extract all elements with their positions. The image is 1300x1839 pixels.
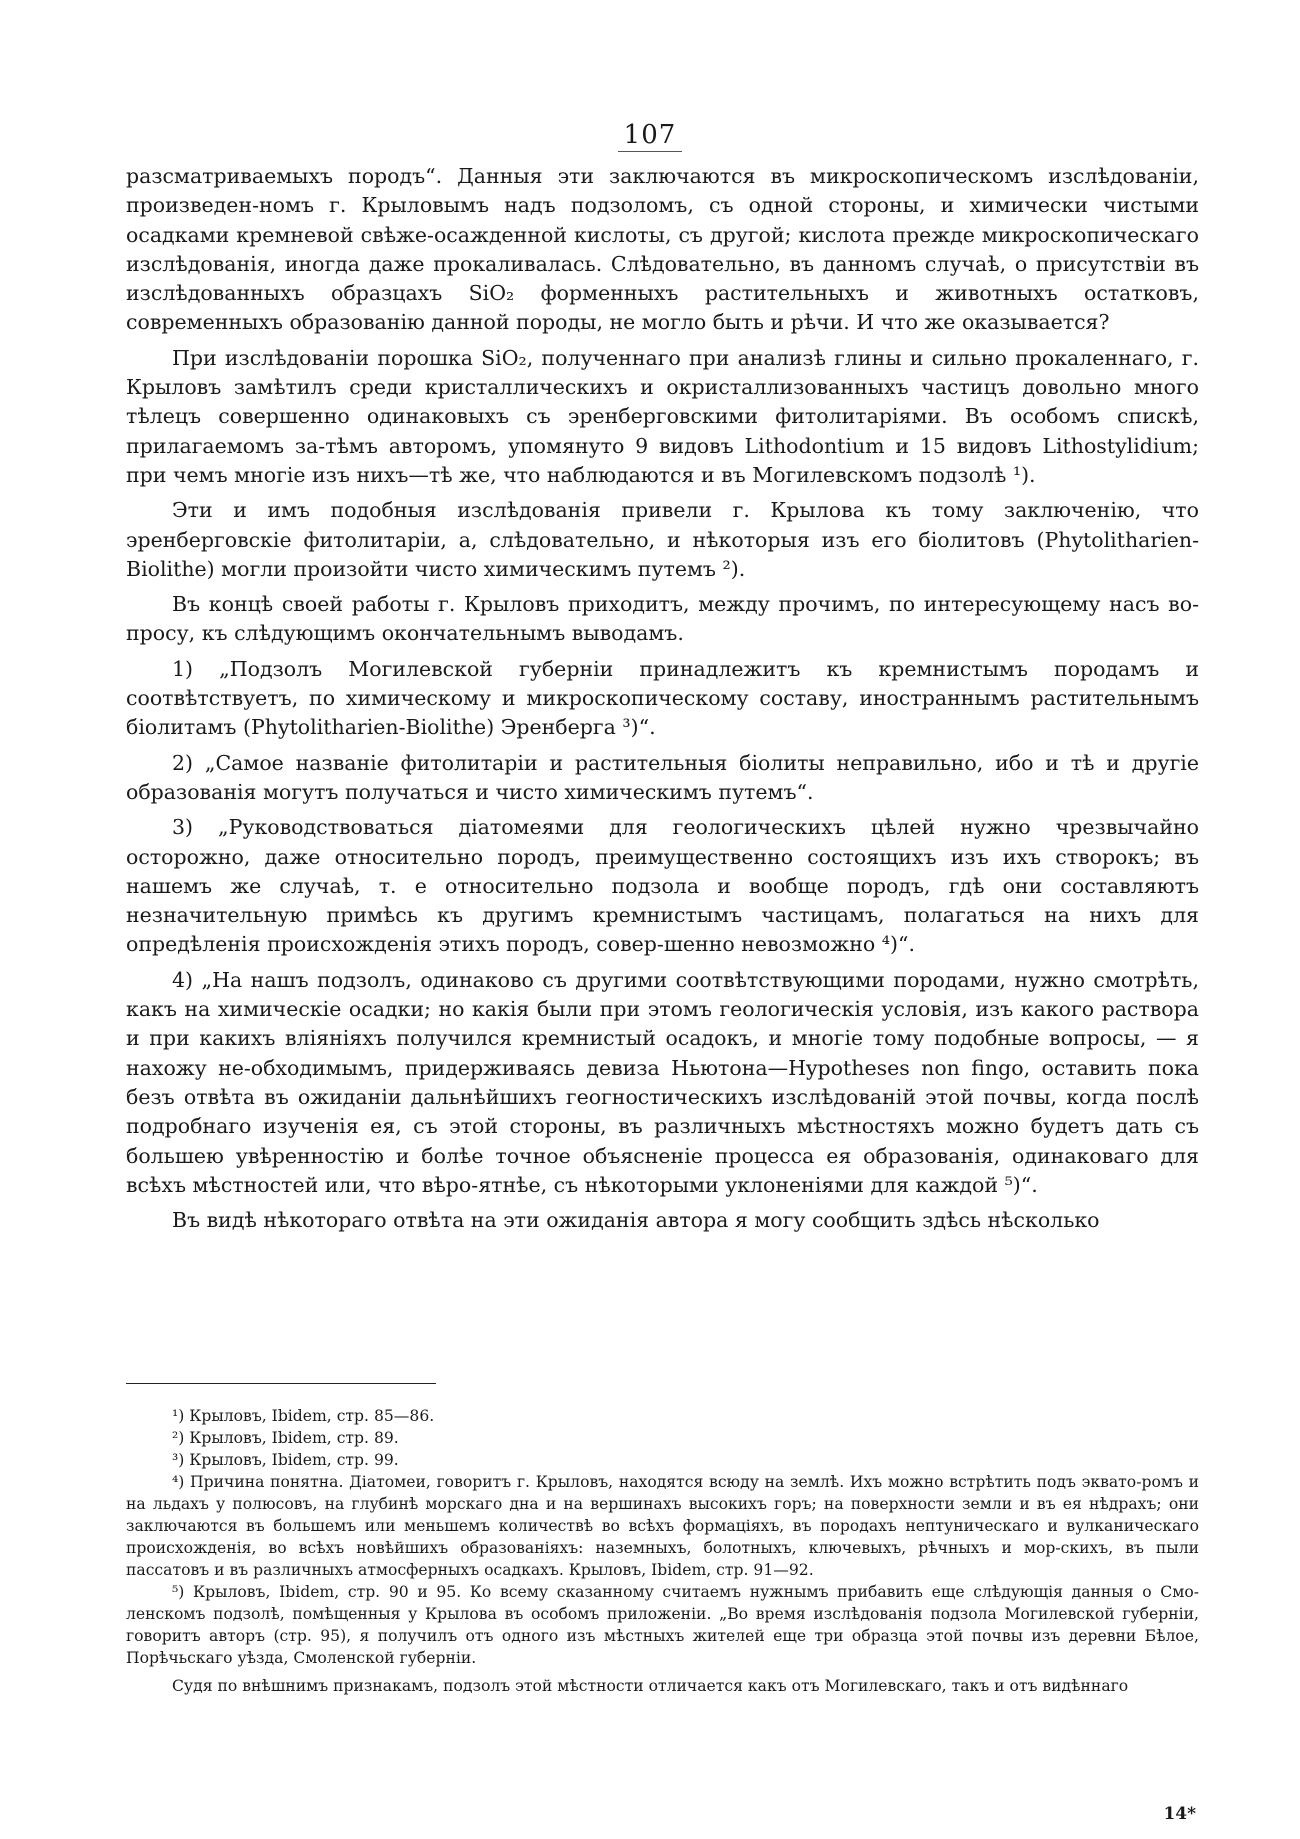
paragraph: Эти и имъ подобныя изслѣдованія привели г. Крылова къ тому заключенію, что эренберговскіе фитолитаріи, а, слѣдовательно, и нѣкоторыя изъ его біолитовъ (Phytolitharien-Biolithe) могли произойти чисто химическимъ путемъ ²). [126, 498, 1199, 581]
body-text [126, 162, 1199, 1235]
conclusion-item: 4) „На нашъ подзолъ, одинаково съ другими соотвѣтствующими породами, нужно смотрѣть, какъ на химическіе осадки; но какія были при этомъ геологическія условія, изъ какого раствора и при какихъ вліяніяхъ получился кремнистый осадокъ, и многіе тому подобные вопросы, — я нахожу не-обходимымъ, придерживаясь девиза Ньютона—Hypotheses non fingo, оставить пока безъ отвѣта въ ожиданіи дальнѣйшихъ геогностическихъ изслѣдованій этой почвы, когда послѣ подробнаго изученія ея, съ этой стороны, въ различныхъ мѣстностяхъ можно будетъ дать съ большею увѣренностію и болѣе точное объясненіе процесса ея образованія, одинаковаго для всѣхъ мѣстностей или, что вѣро-ятнѣе, съ нѣкоторыми уклоненіями для каждой ⁵)“. [126, 967, 1199, 1197]
footnotes [126, 1405, 1199, 1697]
conclusion-item: 3) „Руководствоваться діатомеями для геологическихъ цѣлей нужно чрезвычайно осторожно, даже относительно породъ, преимущественно состоящихъ изъ ихъ створокъ; въ нашемъ же случаѣ, т. е относительно подзола и вообще породъ, гдѣ они составляютъ незначительную примѣсь къ другимъ кремнистымъ частицамъ, полагаться на нихъ для опредѣленія происхожденія этихъ породъ, совер-шенно невозможно ⁴)“. [126, 815, 1199, 957]
paragraph: Въ концѣ своей работы г. Крыловъ приходитъ, между прочимъ, по интересующему насъ во-просу, къ слѣдующимъ окончательнымъ выводамъ. [126, 592, 1199, 646]
conclusion-item: 2) „Самое названіе фитолитаріи и растительныя біолиты неправильно, ибо и тѣ и другіе образованія могутъ получаться и чисто химическимъ путемъ“. [126, 750, 1199, 804]
footnote: ¹) Крыловъ, Ibidem, стр. 85—86. [172, 1407, 435, 1425]
signature-mark: 14* [1163, 1804, 1196, 1824]
page-number: 107 [0, 120, 1300, 150]
paragraph: разсматриваемыхъ породъ“. Данныя эти заключаются въ микроскопическомъ изслѣдованіи, произведен-номъ г. Крыловымъ надъ подзоломъ, съ одной стороны, и химически чистыми осадками кремневой свѣже-осажденной кислоты, съ другой; кислота прежде микроскопическаго изслѣдованія, иногда даже прокаливалась. Слѣдовательно, въ данномъ случаѣ, о присутствіи въ изслѣдованныхъ образцахъ SiO₂ форменныхъ растительныхъ и животныхъ остатковъ, современныхъ образованію данной породы, не могло быть и рѣчи. И что же оказывается? [126, 164, 1199, 335]
conclusion-item: 1) „Подзолъ Могилевской губерніи принадлежитъ къ кремнистымъ породамъ и соотвѣтствуетъ, по химическому и микроскопическому составу, иностраннымъ растительнымъ біолитамъ (Phytolitharien-Biolithe) Эренберга ³)“. [126, 656, 1199, 740]
footnote-continuation: Судя по внѣшнимъ признакамъ, подзолъ этой мѣстности отличается какъ отъ Могилевскаго, такъ и отъ видѣннаго [172, 1677, 1129, 1695]
footnote: ²) Крыловъ, Ibidem, стр. 89. [172, 1429, 399, 1447]
footnote-divider [126, 1383, 436, 1384]
paragraph: При изслѣдованіи порошка SiO₂, полученнаго при анализѣ глины и сильно прокаленнаго, г. Крыловъ замѣтилъ среди кристаллическихъ и окристаллизованныхъ частицъ довольно много тѣлецъ совершенно одинаковыхъ съ эренберговскими фитолитаріями. Въ особомъ спискѣ, прилагаемомъ за-тѣмъ авторомъ, упомянуто 9 видовъ Lithodontium и 15 видовъ Lithostylidium; при чемъ многіе изъ нихъ—тѣ же, что наблюдаются и въ Могилевскомъ подзолѣ ¹). [126, 345, 1199, 487]
footnote: ⁴) Причина понятна. Діатомеи, говоритъ г. Крыловъ, находятся всюду на землѣ. Ихъ можно встрѣтить подъ эквато-ромъ и на льдахъ у полюсовъ, на глубинѣ морскаго дна и на вершинахъ высокихъ горъ; на поверхности земли и въ ея нѣдрахъ; они заключаются въ большемъ или меньшемъ количествѣ во всѣхъ формаціяхъ, въ породахъ нептуническаго и вулканическаго происхожденія, во всѣхъ новѣйшихъ образованіяхъ: наземныхъ, болотныхъ, ключевыхъ, рѣчныхъ и мор-скихъ, въ пыли пассатовъ и въ различныхъ атмосферныхъ осадкахъ. Крыловъ, Ibidem, стр. 91—92. [126, 1473, 1199, 1579]
paragraph: Въ видѣ нѣкотораго отвѣта на эти ожиданія автора я могу сообщить здѣсь нѣсколько [172, 1208, 1100, 1233]
footnote: ⁵) Крыловъ, Ibidem, стр. 90 и 95. Ко всему сказанному считаемъ нужнымъ прибавить еще слѣдующія данныя о Смо-ленскомъ подзолѣ, помѣщенныя у Крылова въ особомъ приложеніи. „Во время изслѣдованія подзола Могилевской губерніи, говоритъ авторъ (стр. 95), я получилъ отъ одного изъ мѣстныхъ жителей еще три образца этой почвы изъ деревни Бѣлое, Порѣчьскаго уѣзда, Смоленской губерніи. [126, 1583, 1199, 1667]
footnote: ³) Крыловъ, Ibidem, стр. 99. [172, 1451, 399, 1469]
